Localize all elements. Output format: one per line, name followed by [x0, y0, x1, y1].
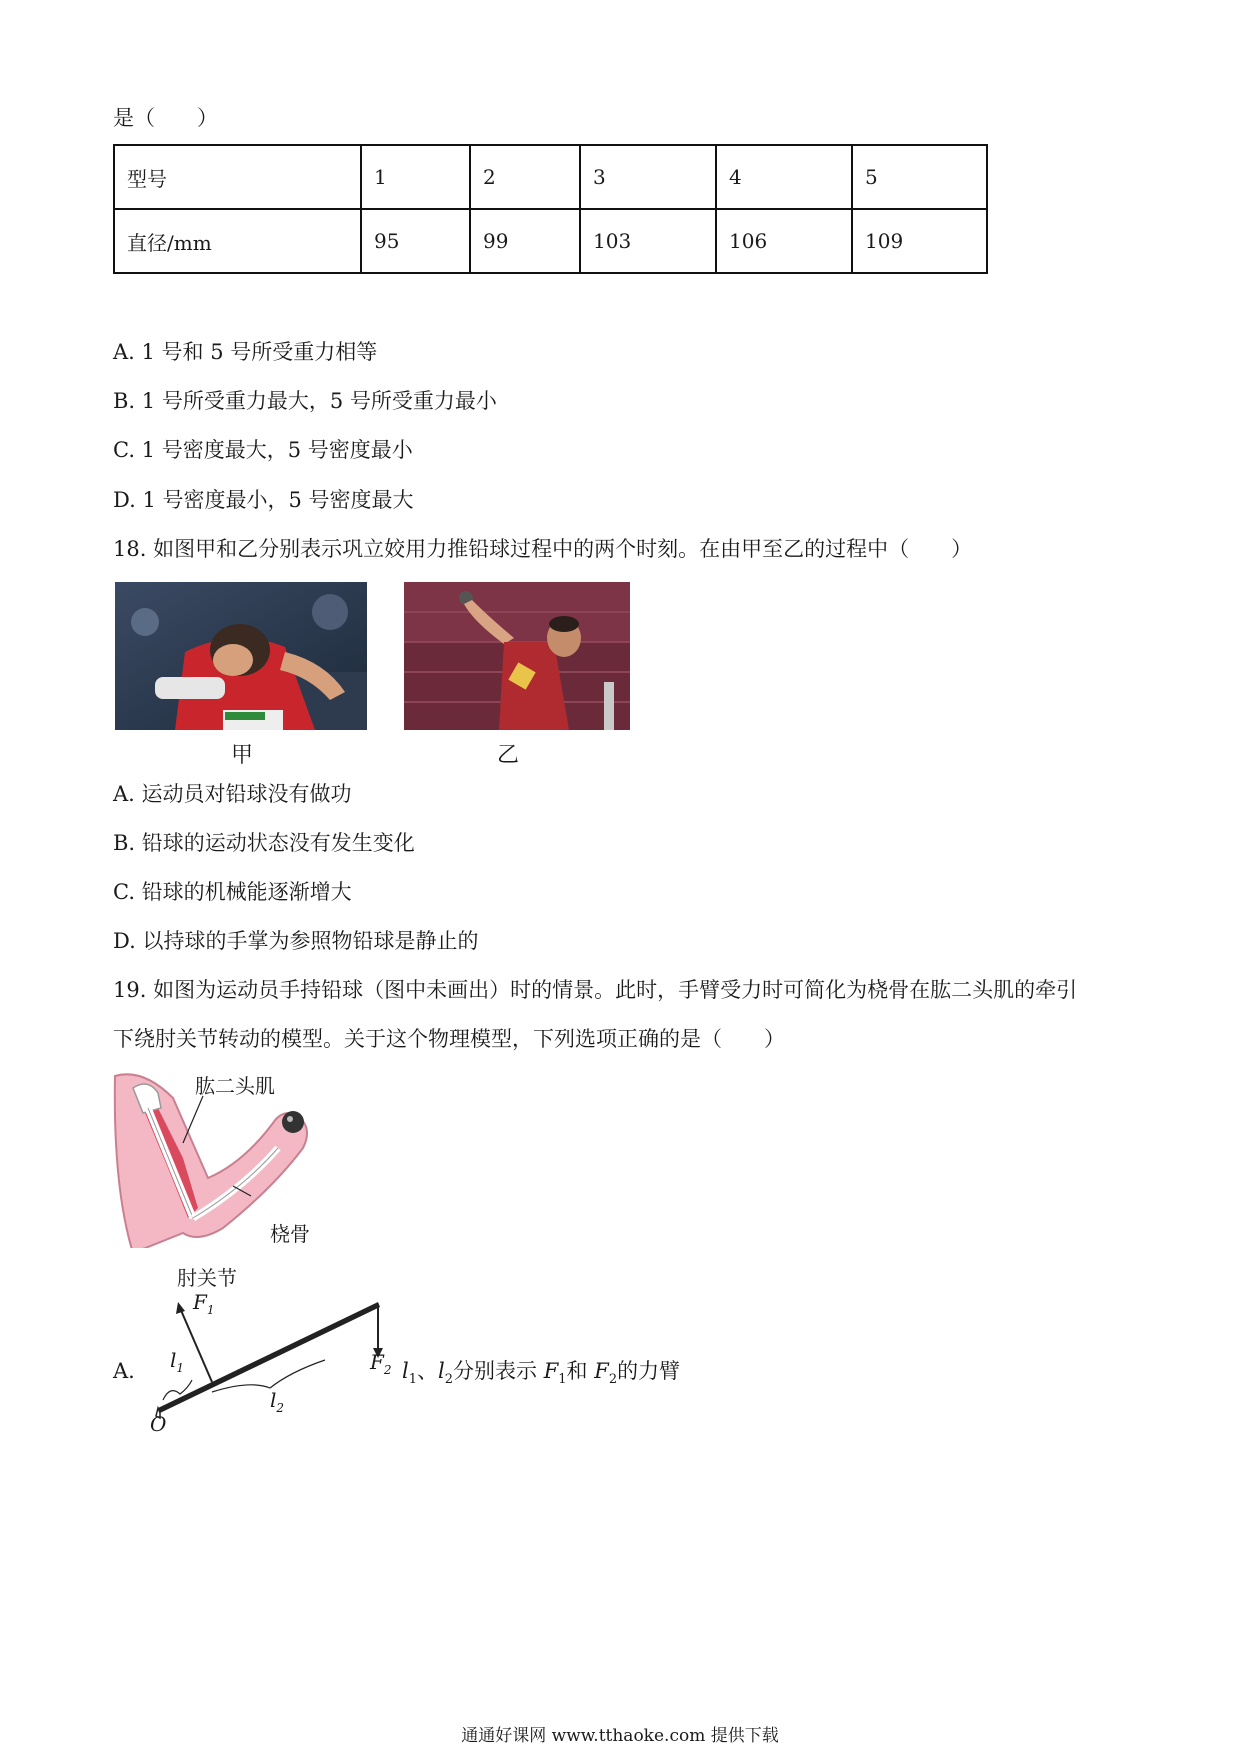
- text-segment: 的力臂: [617, 1359, 681, 1383]
- table-cell: 106: [716, 209, 852, 273]
- l1-subscript: 1: [408, 1372, 417, 1388]
- q17-option-a: A. 1 号和 5 号所受重力相等: [113, 340, 378, 364]
- table-cell: 95: [361, 209, 470, 273]
- l2-symbol: l: [438, 1359, 445, 1383]
- table-cell: 4: [716, 145, 852, 209]
- enum-comma: 、: [417, 1359, 438, 1383]
- q18-stem: 18. 如图甲和乙分别表示巩立姣用力推铅球过程中的两个时刻。在由甲至乙的过程中（ ）: [113, 537, 973, 561]
- q18-option-b: B. 铅球的运动状态没有发生变化: [113, 831, 415, 855]
- table-row: [114, 209, 987, 273]
- q19-option-a-text: [402, 1357, 680, 1394]
- table-cell: 109: [852, 209, 987, 273]
- diameter-table: [113, 144, 988, 274]
- q19-stem-line1: 19. 如图为运动员手持铅球（图中未画出）时的情景。此时，手臂受力时可简化为桡骨在肱二头肌的牵引: [113, 978, 1078, 1002]
- table-row: [114, 145, 987, 209]
- text-segment: 和: [566, 1359, 595, 1383]
- q17-stem-tail: 是（ ）: [113, 106, 218, 130]
- label-elbow: 肘关节: [177, 1266, 237, 1290]
- q19-option-a-letter: A.: [113, 1359, 135, 1383]
- l2-subscript: 2: [444, 1372, 453, 1388]
- f2-subscript: 2: [608, 1372, 618, 1388]
- shot-put-photo-yi: [404, 582, 630, 730]
- label-l2-sub: 2: [276, 1401, 285, 1415]
- label-l1-sub: 1: [176, 1361, 185, 1375]
- label-f1-sub: 1: [206, 1303, 215, 1317]
- text-segment: 分别表示: [453, 1359, 544, 1383]
- label-l2: [270, 1388, 284, 1415]
- f2-symbol: F: [594, 1359, 609, 1383]
- f1-subscript: 1: [558, 1372, 567, 1388]
- caption-yi: 乙: [497, 743, 520, 768]
- table-cell: 5: [852, 145, 987, 209]
- caption-jia: 甲: [231, 743, 254, 768]
- label-l2-letter: l: [270, 1388, 277, 1412]
- page-footer: 通通好课网 www.tthaoke.com 提供下载: [461, 1726, 779, 1746]
- label-l1-letter: l: [170, 1348, 177, 1372]
- table-cell: 直径/mm: [114, 209, 361, 273]
- label-f1-letter: F: [193, 1290, 207, 1314]
- table-cell: 型号: [114, 145, 361, 209]
- table-cell: 1: [361, 145, 470, 209]
- label-l1: [170, 1348, 184, 1375]
- label-f2-sub: 2: [383, 1363, 392, 1377]
- label-f1: [193, 1290, 215, 1317]
- q17-option-c: C. 1 号密度最大，5 号密度最小: [113, 438, 413, 462]
- label-biceps: 肱二头肌: [195, 1074, 275, 1098]
- q19-stem-line2: 下绕肘关节转动的模型。关于这个物理模型，下列选项正确的是（ ）: [113, 1027, 785, 1051]
- shot-put-photo-jia: [115, 582, 367, 730]
- table-cell: 103: [580, 209, 716, 273]
- arm-anatomy-figure: [113, 1068, 333, 1248]
- table-cell: 99: [470, 209, 580, 273]
- l1-symbol: l: [402, 1359, 409, 1383]
- q17-option-d: D. 1 号密度最小，5 号密度最大: [113, 488, 414, 512]
- label-origin-o: O: [150, 1412, 167, 1436]
- q18-option-a: A. 运动员对铅球没有做功: [113, 782, 352, 806]
- table-cell: 2: [470, 145, 580, 209]
- f1-symbol: F: [543, 1359, 559, 1383]
- table-cell: 3: [580, 145, 716, 209]
- q18-option-d: D. 以持球的手掌为参照物铅球是静止的: [113, 929, 479, 953]
- label-f2: [370, 1350, 392, 1377]
- label-f2-letter: F: [370, 1350, 384, 1374]
- label-radius: 桡骨: [270, 1222, 310, 1246]
- lever-diagram: [150, 1290, 400, 1440]
- q18-option-c: C. 铅球的机械能逐渐增大: [113, 880, 352, 904]
- q17-option-b: B. 1 号所受重力最大，5 号所受重力最小: [113, 389, 497, 413]
